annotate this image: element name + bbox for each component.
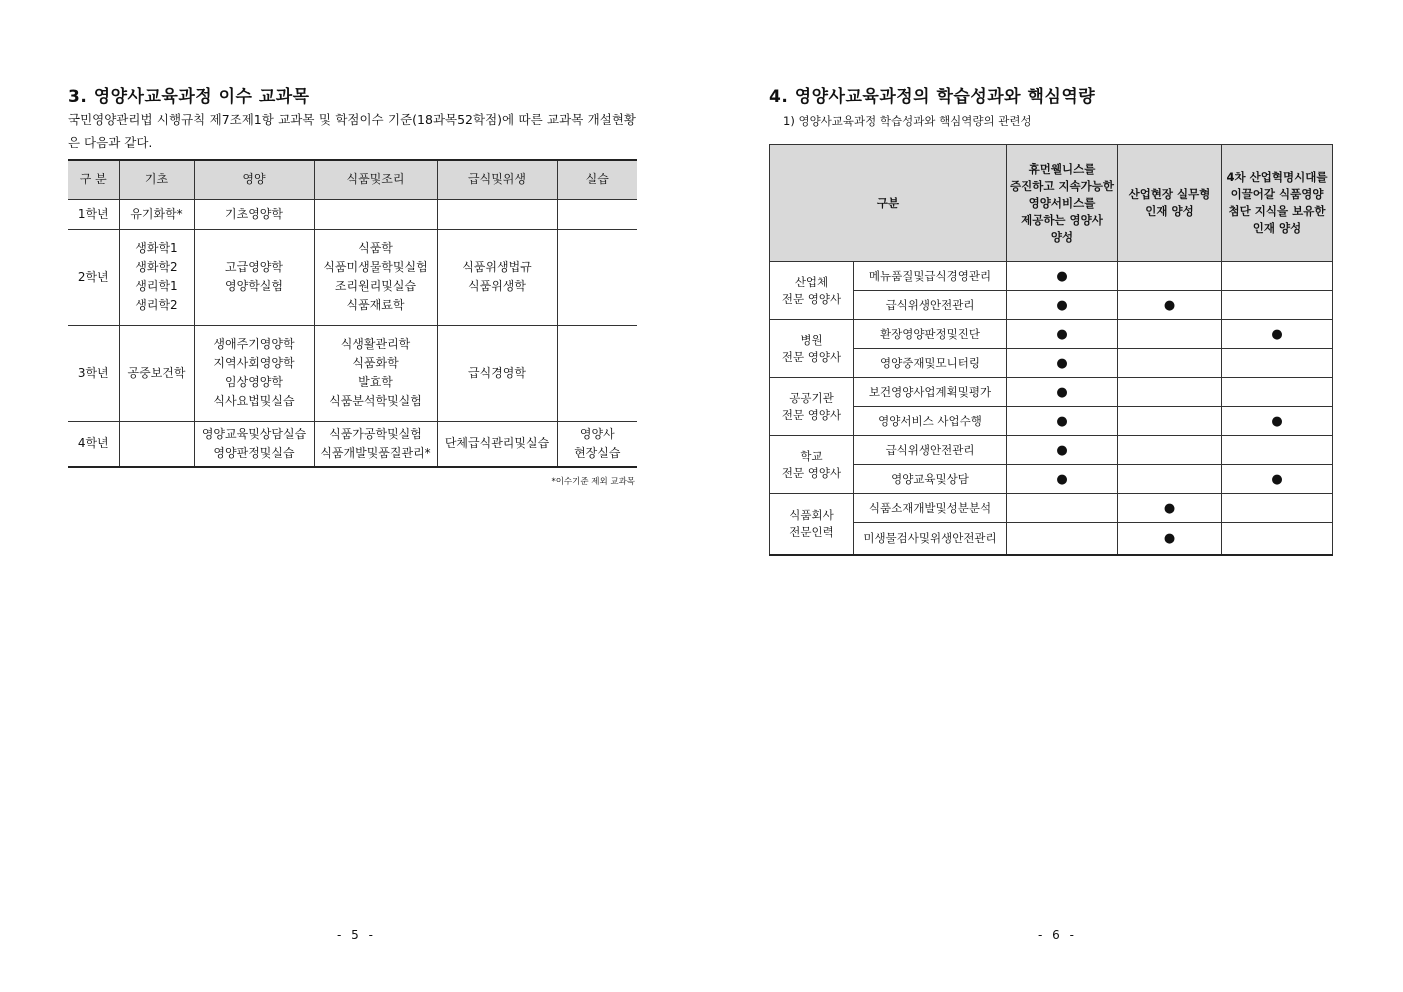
competency-header: 4차 산업혁명시대를 이끌어갈 식품영양 첨단 지식을 보유한 인재 양성 <box>1222 145 1333 262</box>
header-cell: 실습 <box>557 160 637 199</box>
mark-cell <box>1118 494 1222 523</box>
header-cell: 급식및위생 <box>437 160 557 199</box>
table-cell: 단체급식관리및실습 <box>437 421 557 467</box>
outcome-cell: 급식위생안전관리 <box>854 291 1007 320</box>
mark-cell <box>1118 349 1222 378</box>
outcome-cell: 보건영양사업계획및평가 <box>854 378 1007 407</box>
mark-cell <box>1222 465 1333 494</box>
mark-cell <box>1007 320 1118 349</box>
table-cell: 식생활관리학 식품화학 발효학 식품분석학및실험 <box>314 325 437 421</box>
mark-cell <box>1222 407 1333 436</box>
header-cell: 구 분 <box>68 160 119 199</box>
group-cell: 산업체 전문 영양사 <box>770 262 854 320</box>
mark-cell <box>1118 262 1222 291</box>
filled-circle-icon: ● <box>1271 413 1283 429</box>
table-cell <box>557 229 637 325</box>
mark-cell <box>1222 378 1333 407</box>
table-cell <box>557 325 637 421</box>
filled-circle-icon: ● <box>1056 442 1068 458</box>
group-cell: 학교 전문 영양사 <box>770 436 854 494</box>
outcome-cell: 환장영양판정및진단 <box>854 320 1007 349</box>
right-page <box>701 0 1403 992</box>
table-cell <box>437 199 557 229</box>
outcome-cell: 영양교육및상담 <box>854 465 1007 494</box>
table-cell: 급식경영학 <box>437 325 557 421</box>
mark-cell <box>1007 436 1118 465</box>
table-cell: 식품가공학및실험 식품개발및품질관리* <box>314 421 437 467</box>
year-cell: 4학년 <box>68 421 119 467</box>
table-cell: 영양교육및상담실습 영양판정및실습 <box>194 421 314 467</box>
outcome-cell: 급식위생안전관리 <box>854 436 1007 465</box>
header-cell: 식품및조리 <box>314 160 437 199</box>
competency-table <box>769 144 1333 556</box>
mark-cell <box>1007 407 1118 436</box>
table-footnote: *이수기준 제외 교과목 <box>551 477 635 487</box>
mark-cell <box>1222 291 1333 320</box>
mark-cell <box>1007 291 1118 320</box>
table-cell <box>557 199 637 229</box>
table-cell: 기초영양학 <box>194 199 314 229</box>
outcome-cell: 메뉴품질및급식경영관리 <box>854 262 1007 291</box>
left-page <box>0 0 701 992</box>
filled-circle-icon: ● <box>1056 471 1068 487</box>
filled-circle-icon: ● <box>1271 326 1283 342</box>
filled-circle-icon: ● <box>1056 297 1068 313</box>
header-cell: 구분 <box>770 145 1007 262</box>
sub-heading: 1) 영양사교육과정 학습성과와 핵심역량의 관련성 <box>783 114 1032 128</box>
mark-cell <box>1118 465 1222 494</box>
intro-paragraph: 국민영양관리법 시행규칙 제7조제1항 교과목 및 학점이수 기준(18과목52학점)에 따른 교과목 개설현황은 다음과 같다. <box>68 112 636 150</box>
table-row <box>68 325 637 421</box>
mark-cell <box>1222 320 1333 349</box>
outcome-cell: 영양중재및모니터링 <box>854 349 1007 378</box>
table-row <box>770 378 1333 407</box>
table-row <box>770 436 1333 465</box>
table-header-row <box>770 145 1333 262</box>
table-cell: 고급영양학 영양학실험 <box>194 229 314 325</box>
mark-cell <box>1007 494 1118 523</box>
table-cell: 생애주기영양학 지역사회영양학 임상영양학 식사요법및실습 <box>194 325 314 421</box>
filled-circle-icon: ● <box>1163 297 1176 313</box>
table-cell <box>119 421 194 467</box>
curriculum-table <box>68 159 637 468</box>
mark-cell <box>1222 349 1333 378</box>
mark-cell <box>1118 291 1222 320</box>
mark-cell <box>1222 436 1333 465</box>
mark-cell <box>1118 436 1222 465</box>
mark-cell <box>1118 407 1222 436</box>
filled-circle-icon: ● <box>1056 384 1068 400</box>
section-heading: 3. 영양사교육과정 이수 교과목 <box>68 87 310 107</box>
mark-cell <box>1118 320 1222 349</box>
mark-cell <box>1222 494 1333 523</box>
outcome-cell: 미생물검사및위생안전관리 <box>854 523 1007 555</box>
header-cell: 기초 <box>119 160 194 199</box>
filled-circle-icon: ● <box>1056 413 1068 429</box>
competency-header: 휴먼웰니스를 증진하고 지속가능한 영양서비스를 제공하는 영양사 양성 <box>1007 145 1118 262</box>
table-row <box>770 523 1333 555</box>
filled-circle-icon: ● <box>1056 268 1068 284</box>
table-row <box>68 199 637 229</box>
table-cell: 영양사 현장실습 <box>557 421 637 467</box>
mark-cell <box>1007 262 1118 291</box>
table-cell: 생화학1 생화학2 생리학1 생리학2 <box>119 229 194 325</box>
table-header-row <box>68 160 637 199</box>
filled-circle-icon: ● <box>1163 500 1176 516</box>
table-row <box>770 262 1333 291</box>
mark-cell <box>1007 465 1118 494</box>
mark-cell <box>1007 349 1118 378</box>
group-cell: 공공기관 전문 영양사 <box>770 378 854 436</box>
table-row <box>770 291 1333 320</box>
outcome-cell: 식품소재개발및성분분석 <box>854 494 1007 523</box>
filled-circle-icon: ● <box>1056 355 1068 371</box>
competency-header: 산업현장 실무형 인재 양성 <box>1118 145 1222 262</box>
mark-cell <box>1118 523 1222 555</box>
page-number: - 6 - <box>1038 928 1077 942</box>
table-cell <box>314 199 437 229</box>
mark-cell <box>1222 262 1333 291</box>
outcome-cell: 영양서비스 사업수행 <box>854 407 1007 436</box>
table-row <box>770 320 1333 349</box>
header-cell: 영양 <box>194 160 314 199</box>
table-row <box>68 229 637 325</box>
mark-cell <box>1118 378 1222 407</box>
year-cell: 2학년 <box>68 229 119 325</box>
table-cell: 식품위생법규 식품위생학 <box>437 229 557 325</box>
year-cell: 3학년 <box>68 325 119 421</box>
table-row <box>770 407 1333 436</box>
table-cell: 식품학 식품미생물학및실험 조리원리및실습 식품재료학 <box>314 229 437 325</box>
filled-circle-icon: ● <box>1163 530 1176 546</box>
year-cell: 1학년 <box>68 199 119 229</box>
filled-circle-icon: ● <box>1056 326 1068 342</box>
page-number: - 5 - <box>337 928 376 942</box>
group-cell: 병원 전문 영양사 <box>770 320 854 378</box>
mark-cell <box>1007 378 1118 407</box>
table-row <box>68 421 637 467</box>
section-heading: 4. 영양사교육과정의 학습성과와 핵심역량 <box>769 87 1096 107</box>
table-cell: 공중보건학 <box>119 325 194 421</box>
mark-cell <box>1222 523 1333 555</box>
mark-cell <box>1007 523 1118 555</box>
table-row <box>770 349 1333 378</box>
table-cell: 유기화학* <box>119 199 194 229</box>
filled-circle-icon: ● <box>1271 471 1283 487</box>
table-row <box>770 465 1333 494</box>
group-cell: 식품회사 전문인력 <box>770 494 854 555</box>
table-row <box>770 494 1333 523</box>
